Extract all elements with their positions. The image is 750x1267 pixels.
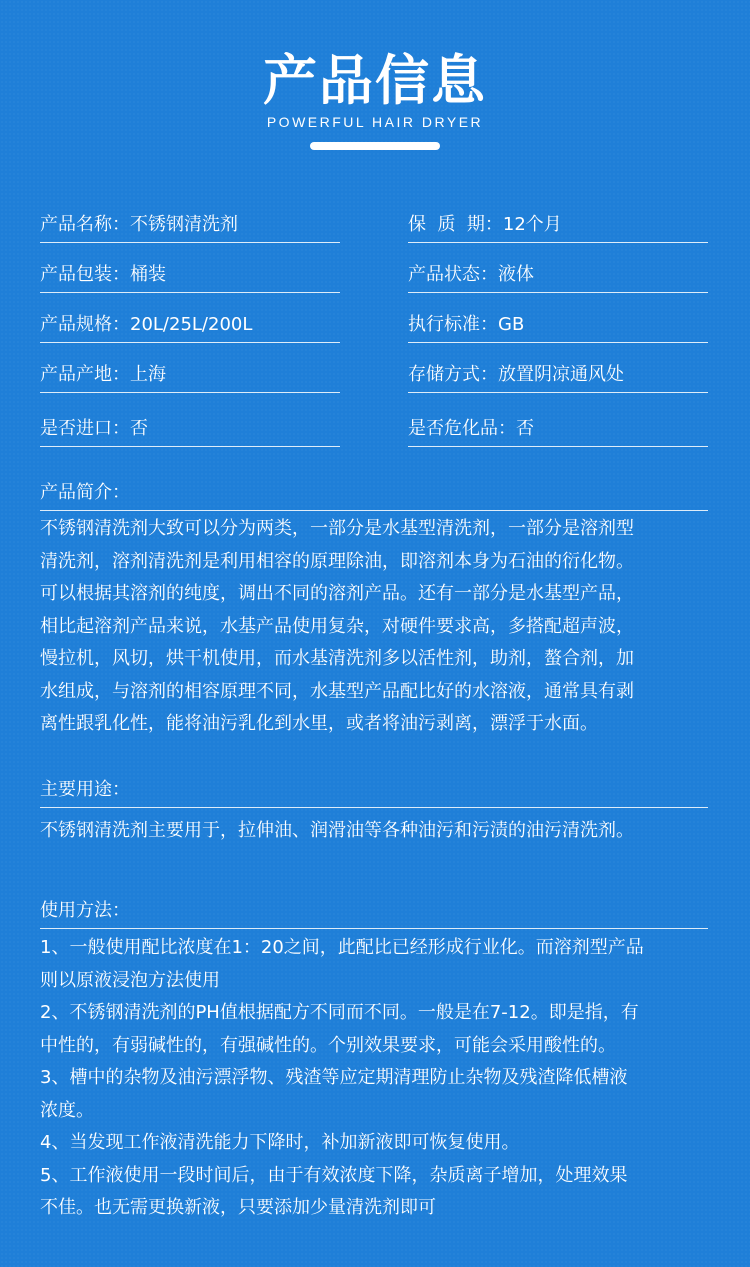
- method-line: 5、工作液使用一段时间后，由于有效浓度下降，杂质离子增加，处理效果: [40, 1164, 628, 1186]
- info-row-origin: [40, 362, 340, 393]
- intro-line: 相比起溶剂产品来说，水基产品使用复杂，对硬件要求高，多搭配超声波，: [40, 615, 634, 637]
- info-value: 放置阴凉通风处: [498, 364, 624, 385]
- info-row-hazardous: [408, 416, 708, 447]
- info-label: 执行标准：: [408, 314, 498, 335]
- info-label: 存储方式：: [408, 364, 498, 385]
- intro-line: 慢拉机，风切，烘干机使用，而水基清洗剂多以活性剂，助剂，螯合剂，加: [40, 648, 634, 669]
- info-value: 否: [516, 418, 534, 439]
- info-row-standard: [408, 312, 708, 343]
- method-line: 4、当发现工作液清洗能力下降时，补加新液即可恢复使用。: [40, 1132, 520, 1153]
- method-paragraph: [40, 932, 712, 1225]
- method-line: 浓度。: [40, 1099, 94, 1121]
- info-value: 12个月: [502, 214, 562, 235]
- info-row-product-name: [40, 212, 340, 243]
- info-value: GB: [498, 314, 525, 335]
- info-value: 液体: [498, 264, 534, 285]
- method-line: 1、一般使用配比浓度在1：20之间，此配比已经形成行业化。而溶剂型产品: [40, 937, 644, 958]
- usage-line: 不锈钢清洗剂主要用于，拉伸油、润滑油等各种油污和污渍的油污清洗剂。: [40, 820, 634, 841]
- intro-paragraph: [40, 513, 712, 741]
- title-underline-bar: [310, 142, 440, 150]
- intro-line: 可以根据其溶剂的纯度，调出不同的溶剂产品。还有一部分是水基型产品，: [40, 583, 634, 604]
- usage-paragraph: [40, 815, 712, 848]
- info-label: 是否危化品：: [408, 418, 516, 439]
- info-row-packaging: [40, 262, 340, 293]
- info-label: 产品包装：: [40, 264, 130, 285]
- info-value: 不锈钢清洗剂: [130, 214, 238, 235]
- method-line: 2、不锈钢清洗剂的PH值根据配方不同而不同。一般是在7-12。即是指，有: [40, 1002, 639, 1023]
- info-label: 是否进口：: [40, 418, 130, 439]
- method-heading: 使用方法：: [40, 898, 708, 929]
- intro-line: 离性跟乳化性，能将油污乳化到水里，或者将油污剥离，漂浮于水面。: [40, 713, 598, 734]
- info-value: 桶装: [130, 264, 166, 285]
- info-value: 否: [130, 418, 148, 439]
- page-title: 产品信息: [263, 49, 487, 112]
- info-label: 产品名称：: [40, 214, 130, 235]
- info-row-spec: [40, 312, 340, 343]
- intro-line: 不锈钢清洗剂大致可以分为两类，一部分是水基型清洗剂，一部分是溶剂型: [40, 518, 634, 539]
- info-value: 20L/25L/200L: [130, 314, 253, 335]
- info-label: 保 质 期：: [408, 214, 503, 235]
- info-value: 上海: [130, 364, 166, 385]
- method-line: 中性的，有弱碱性的，有强碱性的。个别效果要求，可能会采用酸性的。: [40, 1034, 616, 1056]
- method-line: 则以原液浸泡方法使用: [40, 969, 220, 991]
- info-row-storage: [408, 362, 708, 393]
- info-label: 产品产地：: [40, 364, 130, 385]
- method-line: 不佳。也无需更换新液，只要添加少量清洗剂即可: [40, 1197, 436, 1218]
- intro-heading: 产品简介：: [40, 480, 708, 511]
- info-label: 产品规格：: [40, 314, 130, 335]
- method-line: 3、槽中的杂物及油污漂浮物、残渣等应定期清理防止杂物及残渣降低槽液: [40, 1067, 628, 1088]
- page-subtitle: POWERFUL HAIR DRYER: [266, 114, 484, 130]
- info-row-imported: [40, 416, 340, 447]
- intro-line: 清洗剂，溶剂清洗剂是利用相容的原理除油，即溶剂本身为石油的衍化物。: [40, 550, 634, 572]
- info-label: 产品状态：: [408, 264, 498, 285]
- info-row-state: [408, 262, 708, 293]
- usage-heading: 主要用途：: [40, 777, 708, 808]
- intro-line: 水组成，与溶剂的相容原理不同，水基型产品配比好的水溶液，通常具有剥: [40, 680, 634, 702]
- info-row-shelf-life: [408, 212, 708, 243]
